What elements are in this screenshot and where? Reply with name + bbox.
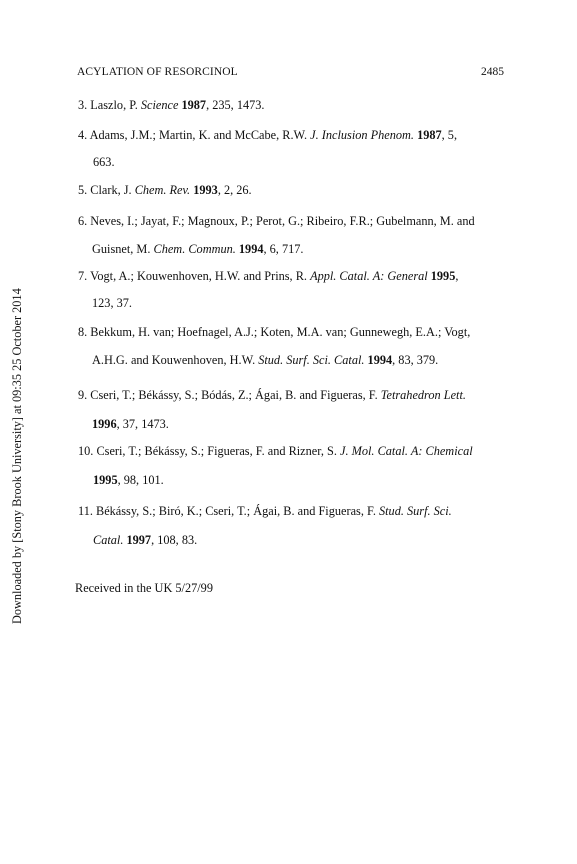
reference-segment: Adams, J.M.; Martin, K. and McCabe, R.W.	[89, 128, 311, 142]
reference-segment: ,	[455, 269, 459, 283]
received-date: Received in the UK 5/27/99	[75, 581, 213, 595]
reference-item	[78, 388, 466, 431]
reference-line	[90, 128, 457, 142]
reference-line	[90, 269, 458, 283]
reference-line	[93, 473, 164, 488]
reference-segment: 1987	[181, 98, 207, 112]
reference-segment: 1987	[417, 128, 442, 142]
reference-item	[78, 325, 471, 367]
reference-segment: Laszlo, P.	[90, 98, 141, 112]
reference-segment: 123, 37.	[92, 296, 132, 310]
reference-line	[90, 325, 470, 339]
reference-line	[90, 214, 474, 228]
reference-segment: 1996	[92, 417, 117, 431]
reference-item	[78, 128, 458, 169]
reference-number: 3.	[78, 98, 91, 112]
reference-item	[78, 183, 252, 198]
reference-segment: , 5,	[441, 128, 458, 142]
reference-segment: Catal.	[93, 533, 124, 547]
reference-segment: Chem. Commun.	[153, 242, 236, 256]
reference-segment: Cseri, T.; Békássy, S.; Figueras, F. and Rizner, S.	[96, 444, 340, 458]
reference-line	[92, 417, 169, 432]
reference-segment: Stud. Surf. Sci.	[378, 504, 452, 518]
reference-number: 11.	[78, 504, 96, 518]
reference-line	[93, 533, 197, 548]
reference-segment: Tetrahedron Lett.	[380, 388, 466, 402]
reference-segment: , 108, 83.	[151, 533, 198, 547]
reference-line	[92, 242, 303, 257]
reference-segment: 1995	[430, 269, 456, 283]
reference-number: 9.	[78, 388, 91, 402]
reference-line	[96, 504, 452, 518]
reference-segment: Appl. Catal. A: General	[310, 269, 428, 283]
reference-segment: Chem. Rev.	[134, 183, 191, 197]
reference-line	[96, 444, 472, 458]
reference-line	[92, 353, 438, 368]
reference-line	[90, 183, 251, 197]
reference-segment: 1995	[93, 473, 118, 487]
reference-item	[78, 444, 473, 487]
reference-number: 10.	[78, 444, 97, 458]
reference-line	[90, 98, 264, 112]
reference-segment: , 37, 1473.	[116, 417, 169, 431]
reference-number: 5.	[78, 183, 91, 197]
download-watermark: Downloaded by [Stony Brook University] at 09:35 25 October 2014	[10, 288, 24, 624]
reference-item	[78, 214, 475, 256]
reference-segment: Stud. Surf. Sci. Catal.	[258, 353, 365, 367]
reference-segment: 663.	[93, 155, 115, 169]
reference-item	[78, 98, 265, 113]
reference-segment: 1997	[126, 533, 152, 547]
reference-segment: Bekkum, H. van; Hoefnagel, A.J.; Koten, M.A. van; Gunnewegh, E.A.; Vogt,	[90, 325, 471, 339]
reference-number: 6.	[78, 214, 91, 228]
reference-segment: J. Inclusion Phenom.	[310, 128, 414, 142]
reference-number: 4.	[78, 128, 90, 142]
reference-segment: , 83, 379.	[392, 353, 439, 367]
reference-segment: 1993	[193, 183, 218, 197]
reference-segment: 1994	[367, 353, 393, 367]
reference-segment: , 2, 26.	[217, 183, 252, 197]
reference-segment: , 98, 101.	[117, 473, 164, 487]
reference-line	[90, 388, 466, 402]
reference-segment: Guisnet, M.	[92, 242, 154, 256]
reference-segment: , 6, 717.	[263, 242, 304, 256]
reference-segment: Science	[140, 98, 179, 112]
reference-segment: Neves, I.; Jayat, F.; Magnoux, P.; Perot, G.; Ribeiro, F.R.; Gubelmann, M. and	[90, 214, 475, 228]
reference-segment: , 235, 1473.	[206, 98, 265, 112]
reference-line	[93, 155, 115, 170]
reference-segment: Vogt, A.; Kouwenhoven, H.W. and Prins, R.	[90, 269, 311, 283]
reference-item	[78, 269, 459, 310]
running-title: ACYLATION OF RESORCINOL	[77, 66, 238, 78]
reference-segment: Cseri, T.; Békássy, S.; Bódás, Z.; Ágai, B. and Figueras, F.	[90, 388, 381, 402]
reference-number: 8.	[78, 325, 91, 339]
reference-segment: 1994	[238, 242, 264, 256]
reference-segment: Békássy, S.; Biró, K.; Cseri, T.; Ágai, B. and Figueras, F.	[96, 504, 379, 518]
reference-item	[78, 504, 452, 547]
reference-number: 7.	[78, 269, 91, 283]
reference-segment: Clark, J.	[90, 183, 135, 197]
page-number: 2485	[481, 66, 504, 78]
reference-line	[92, 296, 132, 311]
reference-segment: A.H.G. and Kouwenhoven, H.W.	[92, 353, 259, 367]
reference-segment: J. Mol. Catal. A: Chemical	[340, 444, 473, 458]
